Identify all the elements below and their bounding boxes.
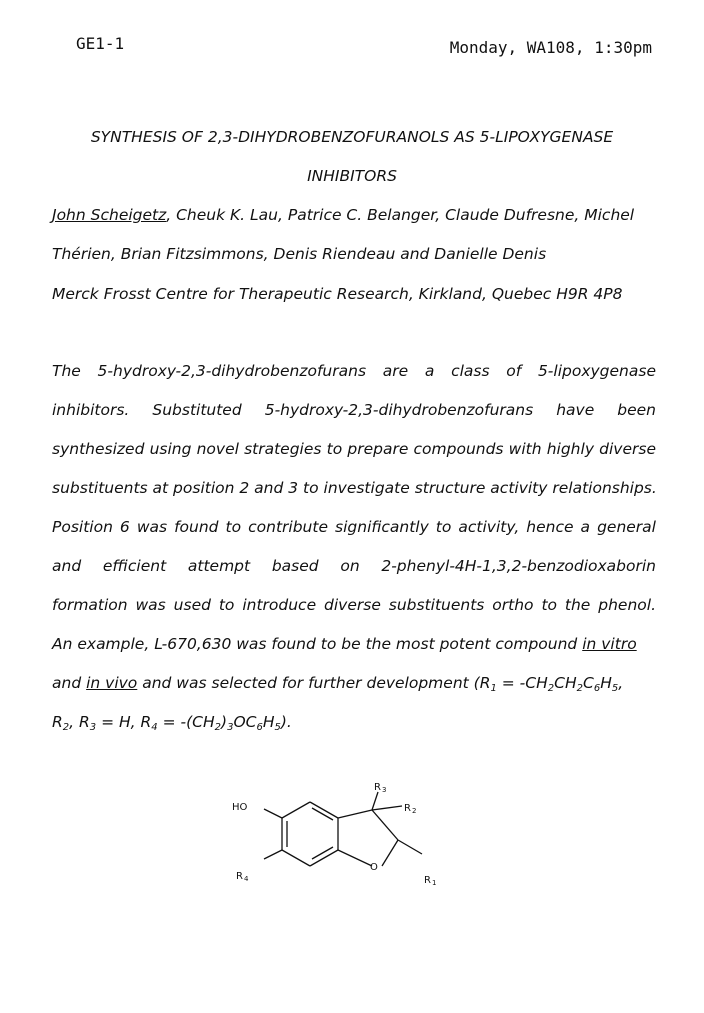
abstract-line-5: Position 6 was found to contribute significantly to activity, hence a general xyxy=(52,518,656,536)
paper-title-line-2: INHIBITORS xyxy=(307,167,397,185)
in-vitro-term: in vitro xyxy=(582,635,637,653)
sub-text: 5 xyxy=(611,683,619,694)
sub-text: 2 xyxy=(214,722,221,733)
formula-part: R xyxy=(52,713,63,731)
r3-sub: 3 xyxy=(382,786,387,794)
formula-part: ). xyxy=(280,713,292,731)
formula-part: CH xyxy=(554,674,577,692)
affiliation: Merck Frosst Centre for Therapeutic Research, Kirkland, Quebec H9R 4P8 xyxy=(52,285,623,303)
sub-text: 6 xyxy=(593,683,601,694)
chemical-structure xyxy=(226,778,466,894)
abstract-line-6: and efficient attempt based on 2-phenyl-4H-1,3,2-benzodioxaborin xyxy=(52,557,656,575)
abstract-line-7: formation was used to introduce diverse substituents ortho to the phenol. xyxy=(52,596,656,614)
abstract-line-9 xyxy=(52,674,656,694)
sub-text: 3 xyxy=(89,722,97,733)
session-info: Monday, WA108, 1:30pm xyxy=(449,38,652,57)
r3-label: R xyxy=(374,782,381,793)
sub-text: 2 xyxy=(62,722,70,733)
sub-text: 2 xyxy=(547,683,555,694)
oxygen-label: O xyxy=(370,862,378,873)
sub-text: 3 xyxy=(227,722,234,733)
structure-bonds xyxy=(264,792,422,866)
authors-line-1 xyxy=(52,206,656,224)
co-authors-1: , Cheuk K. Lau, Patrice C. Belanger, Claude Dufresne, Michel xyxy=(166,206,635,224)
sub-text: 2 xyxy=(576,683,583,694)
abstract-line-1: The 5-hydroxy-2,3-dihydrobenzofurans are a class of 5-lipoxygenase xyxy=(52,362,656,380)
r4-sub: 4 xyxy=(244,875,249,883)
session-code: GE1-1 xyxy=(76,34,125,53)
formula-part: , R xyxy=(69,713,90,731)
abstract-line-9-mid: and was selected for further development (R xyxy=(137,674,491,692)
sub-text: 5 xyxy=(274,722,281,733)
formula-part: = -CH xyxy=(496,674,548,692)
r2-label: R xyxy=(404,803,411,814)
r1-sub: 1 xyxy=(432,879,437,887)
formula-part: = H, R xyxy=(96,713,152,731)
formula-part: OC xyxy=(233,713,257,731)
formula-part: = -(CH xyxy=(157,713,215,731)
formula-part: ) xyxy=(221,713,228,731)
sub-text: 1 xyxy=(490,683,497,694)
formula-part: , xyxy=(618,674,624,692)
r2-sub: 2 xyxy=(412,807,417,815)
r4-label: R xyxy=(236,871,243,882)
abstract-line-2: inhibitors. Substituted 5-hydroxy-2,3-dihydrobenzofurans have been xyxy=(52,401,656,419)
abstract-line-8 xyxy=(52,635,656,653)
formula-part: C xyxy=(583,674,594,692)
abstract-line-9-start: and xyxy=(52,674,87,692)
authors-line-2: Thérien, Brian Fitzsimmons, Denis Riendeau and Danielle Denis xyxy=(52,245,547,263)
sub-text: 4 xyxy=(151,722,158,733)
in-vivo-term: in vivo xyxy=(86,674,138,692)
abstract-line-4: substituents at position 2 and 3 to investigate structure activity relationships. xyxy=(52,479,657,497)
presenting-author: John Scheigetz xyxy=(52,206,167,224)
formula-part: H xyxy=(600,674,612,692)
abstract-line-8-text: An example, L-670,630 was found to be the most potent compound xyxy=(52,635,583,653)
hydroxy-label: HO xyxy=(232,802,248,813)
sub-text: 6 xyxy=(256,722,263,733)
abstract-line-10 xyxy=(52,713,656,733)
formula-part: H xyxy=(262,713,275,731)
paper-title-line-1: SYNTHESIS OF 2,3-DIHYDROBENZOFURANOLS AS 5-LIPOXYGENASE xyxy=(90,128,614,146)
r1-label: R xyxy=(424,875,431,886)
abstract-line-3: synthesized using novel strategies to prepare compounds with highly diverse xyxy=(52,440,656,458)
